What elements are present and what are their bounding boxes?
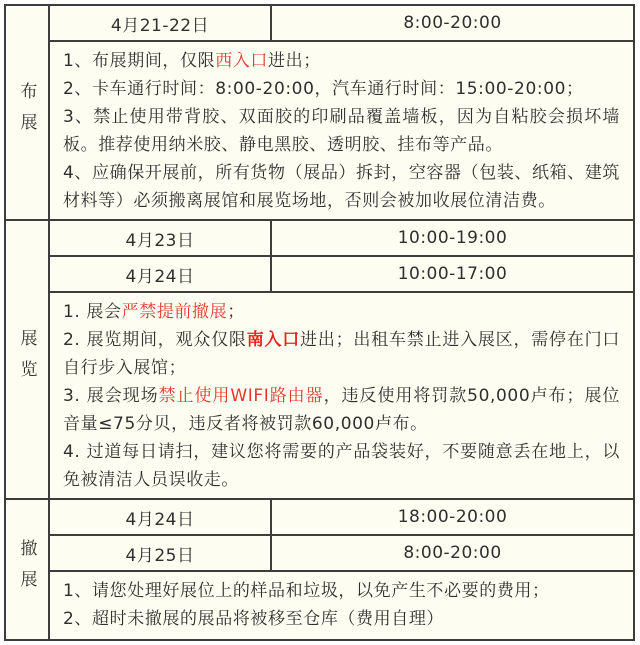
schedule-table xyxy=(4,4,635,641)
section-setup xyxy=(6,6,633,219)
date-cell xyxy=(50,500,272,534)
rule-item xyxy=(63,438,620,494)
rule-text-segment: ，违反使用将罚款50,000卢布；展位音量≤75分贝，违反者将被罚款60,000卢布。 xyxy=(63,386,621,434)
date-cell xyxy=(50,6,272,40)
schedule-row xyxy=(50,500,633,536)
rule-text-segment: ； xyxy=(227,302,245,322)
rule-item xyxy=(63,75,620,103)
rule-text-segment: 1、布展期间，仅限 xyxy=(63,51,216,71)
rule-item xyxy=(63,577,620,605)
rule-text-segment: 2、卡车通行时间：8:00-20:00，汽车通行时间：15:00-20:00； xyxy=(63,79,584,99)
rule-text-segment: 进出； xyxy=(268,51,321,71)
time-value: 8:00-20:00 xyxy=(403,13,502,33)
section-teardown xyxy=(6,498,633,639)
rule-text-segment: 4、应确保开展前，所有货物（展品）拆封，空容器（包装、纸箱、建筑材料等）必须搬离展馆和展览场地，否则会被加收展位清洁费。 xyxy=(63,163,621,211)
rule-text-segment: 3、禁止使用带背胶、双面胶的印刷品覆盖墙板，因为自粘胶会损坏墙板。推荐使用纳米胶、静电黑胶、透明胶、挂布等产品。 xyxy=(63,107,620,155)
date-value: 4月25日 xyxy=(125,545,195,566)
rule-text-segment: 西入口 xyxy=(215,51,269,71)
rule-text-segment: 4. 过道每日请扫，建议您将需要的产品袋装好，不要随意丢在地上，以免被清洁人员误收走。 xyxy=(63,442,620,490)
rule-text-segment: 1、请您处理好展位上的样品和垃圾，以免产生不必要的费用； xyxy=(63,581,550,601)
time-cell xyxy=(272,6,633,40)
rules-cell xyxy=(50,42,633,219)
date-value: 4月21-22日 xyxy=(110,15,210,36)
rule-item xyxy=(63,103,620,159)
section-label: 展览 xyxy=(16,328,37,391)
rule-item xyxy=(63,382,620,438)
section-label-cell xyxy=(6,221,50,498)
rule-text-segment: 2、超时未撤展的展品将被移至仓库（费用自理） xyxy=(63,609,445,629)
date-cell xyxy=(50,257,272,291)
section-body xyxy=(50,500,633,639)
schedule-row xyxy=(50,6,633,42)
schedule-row xyxy=(50,536,633,572)
rule-item xyxy=(63,159,620,215)
rule-item xyxy=(63,326,620,382)
rule-text-segment: 1. 展会 xyxy=(63,302,122,322)
rule-text-segment: 进出；出租车禁止进入展区，需停在门口自行步入展馆； xyxy=(63,330,620,378)
date-value: 4月24日 xyxy=(125,509,195,530)
section-label: 布展 xyxy=(16,81,37,144)
rule-item xyxy=(63,47,620,75)
section-body xyxy=(50,221,633,498)
rule-item xyxy=(63,298,620,326)
time-cell xyxy=(272,500,633,534)
date-value: 4月24日 xyxy=(125,266,195,287)
schedule-row xyxy=(50,221,633,257)
rule-text-segment: 严禁提前撤展 xyxy=(121,302,228,322)
date-cell xyxy=(50,536,272,570)
rule-text-segment: 2. 展览期间，观众仅限 xyxy=(63,330,247,350)
time-value: 10:00-17:00 xyxy=(397,264,508,284)
section-exhibition xyxy=(6,219,633,498)
date-value: 4月23日 xyxy=(125,230,195,251)
time-cell xyxy=(272,257,633,291)
rule-text-segment: 禁止使用WIFI路由器 xyxy=(158,386,324,406)
rules-cell xyxy=(50,572,633,639)
rule-text-segment: 3. 展会现场 xyxy=(63,386,159,406)
section-label-cell xyxy=(6,6,50,219)
time-cell xyxy=(272,536,633,570)
time-value: 10:00-19:00 xyxy=(397,228,508,248)
time-cell xyxy=(272,221,633,255)
rule-text-segment: 南入口 xyxy=(246,330,301,350)
date-cell xyxy=(50,221,272,255)
section-label: 撤展 xyxy=(16,538,37,601)
section-body xyxy=(50,6,633,219)
rules-cell xyxy=(50,293,633,498)
time-value: 8:00-20:00 xyxy=(403,543,502,563)
schedule-row xyxy=(50,257,633,293)
rule-item xyxy=(63,605,620,633)
time-value: 18:00-20:00 xyxy=(397,507,508,527)
section-label-cell xyxy=(6,500,50,639)
